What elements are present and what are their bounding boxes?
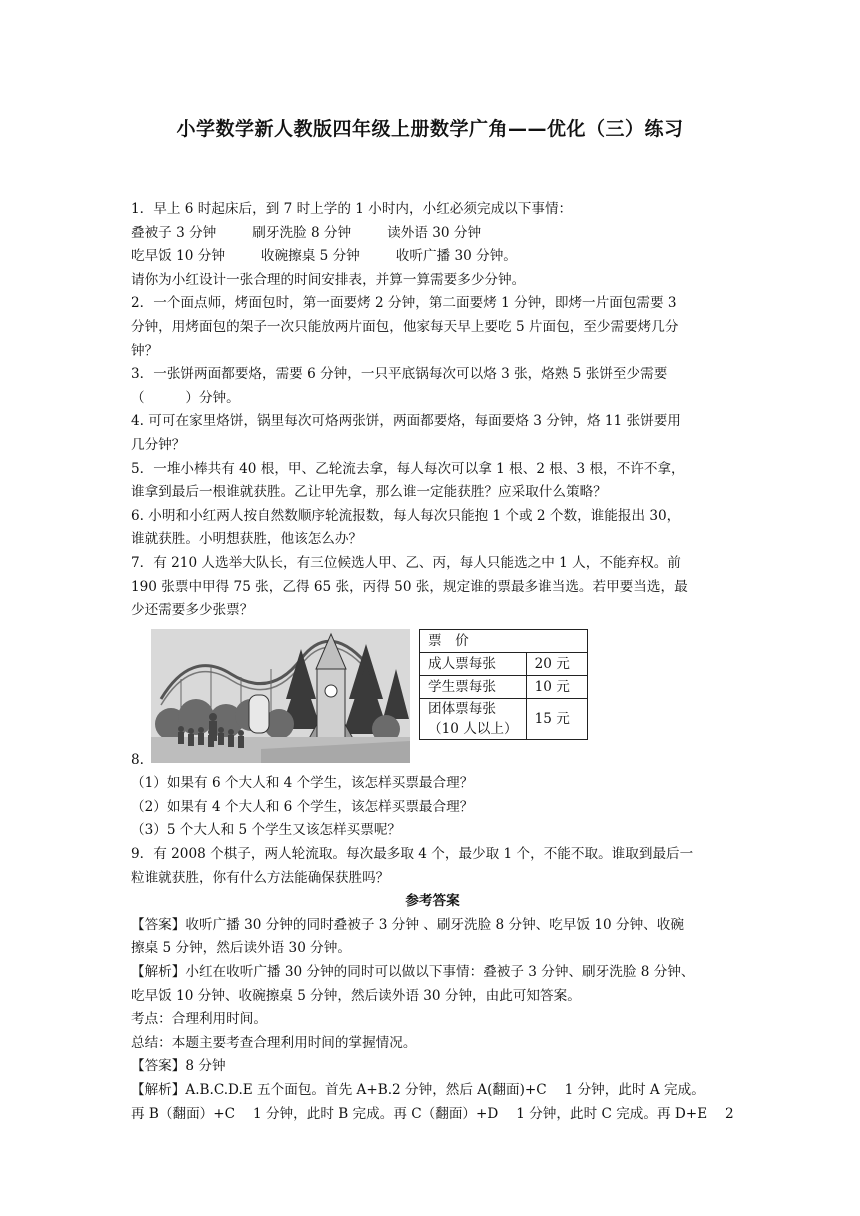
answer-2-analysis-line-1: 【解析】A.B.C.D.E 五个面包。首先 A+B.2 分钟，然后 A(翻面)+C 1 分钟，此时 A 完成。: [131, 1082, 705, 1098]
answer-1-line-2: 擦桌 5 分钟，然后读外语 30 分钟。: [131, 940, 351, 957]
answer-1-topic: 考点：合理利用时间。: [131, 1011, 267, 1028]
question-9-line-1: 9．有 2008 个棋子，两人轮流取。每次最多取 4 个，最少取 1 个，不能不取。谁取到最后一: [131, 846, 694, 863]
question-1-tasks-row-1: [131, 222, 734, 246]
student-ticket-label: 学生票每张: [420, 675, 527, 698]
task-breakfast: 吃早饭 10 分钟: [131, 248, 225, 265]
ticket-price-table: [419, 629, 588, 740]
question-1-instruction: 请你为小红设计一张合理的时间安排表，并算一算需要多少分钟。: [131, 271, 526, 288]
question-7-line-3: 少还需要多少张票？: [131, 602, 254, 619]
question-1-line-1: 1．早上 6 时起床后，到 7 时上学的 1 小时内，小红必须完成以下事情：: [131, 201, 573, 217]
document-body: [131, 198, 734, 1126]
question-5-line-2: 谁拿到最后一根谁就获胜。乙让甲先拿，那么谁一定能获胜？应采取什么策略？: [131, 484, 607, 501]
answer-1-analysis-line-1: 【解析】小红在收听广播 30 分钟的同时可以做以下事情：叠被子 3 分钟、刷牙洗脸 8 分钟、: [131, 964, 695, 981]
adult-ticket-label: 成人票每张: [420, 652, 527, 675]
page-title: 小学数学新人教版四年级上册数学广角——优化（三）练习: [176, 118, 684, 140]
group-ticket-label-line-1: 团体票每张: [428, 700, 496, 717]
question-8-figure-row: [131, 629, 734, 767]
answers-heading: 参考答案: [405, 893, 460, 910]
answer-1-analysis-line-2: 吃早饭 10 分钟、收碗擦桌 5 分钟，然后读外语 30 分钟，由此可知答案。: [131, 987, 581, 1004]
adult-ticket-price: 20 元: [526, 652, 587, 675]
task-listen-radio: 收听广播 30 分钟。: [395, 248, 517, 265]
question-4-line-2: 几分钟？: [131, 436, 186, 453]
answer-1-summary: 总结：本题主要考查合理利用时间的掌握情况。: [131, 1034, 417, 1051]
table-row: [420, 629, 588, 652]
question-3-line-2: （ ）分钟。: [131, 389, 240, 406]
table-row: [420, 652, 588, 675]
question-7-line-2: 190 张票中甲得 75 张，乙得 65 张，丙得 50 张，规定谁的票最多谁当选。若甲要当选，最: [131, 578, 688, 595]
question-8-part-1: （1）如果有 6 个大人和 4 个学生，该怎样买票最合理？: [131, 775, 474, 792]
question-2-line-2: 分钟，用烤面包的架子一次只能放两片面包，他家每天早上要吃 5 片面包，至少需要烤几分: [131, 318, 679, 335]
question-6-line-1: 6. 小明和小红两人按自然数顺序轮流报数，每人每次只能抱 1 个或 2 个数，谁能报出 30，: [131, 507, 681, 524]
question-2-line-1: 2．一个面点师，烤面包时，第一面要烤 2 分钟，第二面要烤 1 分钟，即烤一片面包需要 3: [131, 295, 677, 312]
group-ticket-price: 15 元: [526, 698, 587, 739]
group-ticket-label-line-2: （10 人以上）: [428, 720, 518, 737]
task-fold-quilt: 叠被子 3 分钟: [131, 224, 217, 241]
table-row: [420, 675, 588, 698]
task-clear-table: 收碗擦桌 5 分钟: [260, 248, 360, 265]
question-6-line-2: 谁就获胜。小明想获胜，他该怎么办？: [131, 531, 363, 548]
answer-1-line-1: 【答案】收听广播 30 分钟的同时叠被子 3 分钟 、刷牙洗脸 8 分钟、吃早饭 10 分钟、收碗: [131, 916, 684, 933]
question-4-line-1: 4. 可可在家里烙饼，锅里每次可烙两张饼，两面都要烙，每面要烙 3 分钟，烙 11 张饼要用: [131, 413, 681, 430]
question-2-line-3: 钟？: [131, 342, 159, 359]
question-8-number: 8.: [131, 751, 144, 768]
amusement-park-illustration: [151, 629, 410, 763]
question-9-line-2: 粒谁就获胜，你有什么方法能确保获胜吗？: [131, 869, 390, 886]
question-7-line-1: 7．有 210 人选举大队长，有三位候选人甲、乙、丙，每人只能选之中 1 人，不能弃权。前: [131, 554, 681, 571]
answer-2-analysis-line-2: 再 B（翻面）+C 1 分钟，此时 B 完成。再 C（翻面）+D 1 分钟，此时 C 完成。再 D+E 2: [131, 1105, 734, 1122]
answer-2-line-1: 【答案】8 分钟: [131, 1058, 226, 1075]
group-ticket-label: [420, 698, 527, 739]
task-brush-teeth: 刷牙洗脸 8 分钟: [252, 224, 352, 241]
question-1-tasks-row-2: [131, 245, 734, 269]
student-ticket-price: 10 元: [526, 675, 587, 698]
table-row: [420, 698, 588, 739]
question-8-part-2: （2）如果有 4 个大人和 6 个学生，该怎样买票最合理？: [131, 798, 474, 815]
question-3-line-1: 3．一张饼两面都要烙，需要 6 分钟，一只平底锅每次可以烙 3 张，烙熟 5 张饼至少需要: [131, 366, 668, 383]
price-table-header: 票 价: [420, 629, 588, 652]
question-5-line-1: 5．一堆小棒共有 40 根，甲、乙轮流去拿，每人每次可以拿 1 根、2 根、3 根，不许不拿，: [131, 460, 685, 477]
task-read-foreign-language: 读外语 30 分钟: [387, 224, 482, 241]
question-8-part-3: （3）5 个大人和 5 个学生又该怎样买票呢？: [131, 822, 402, 839]
